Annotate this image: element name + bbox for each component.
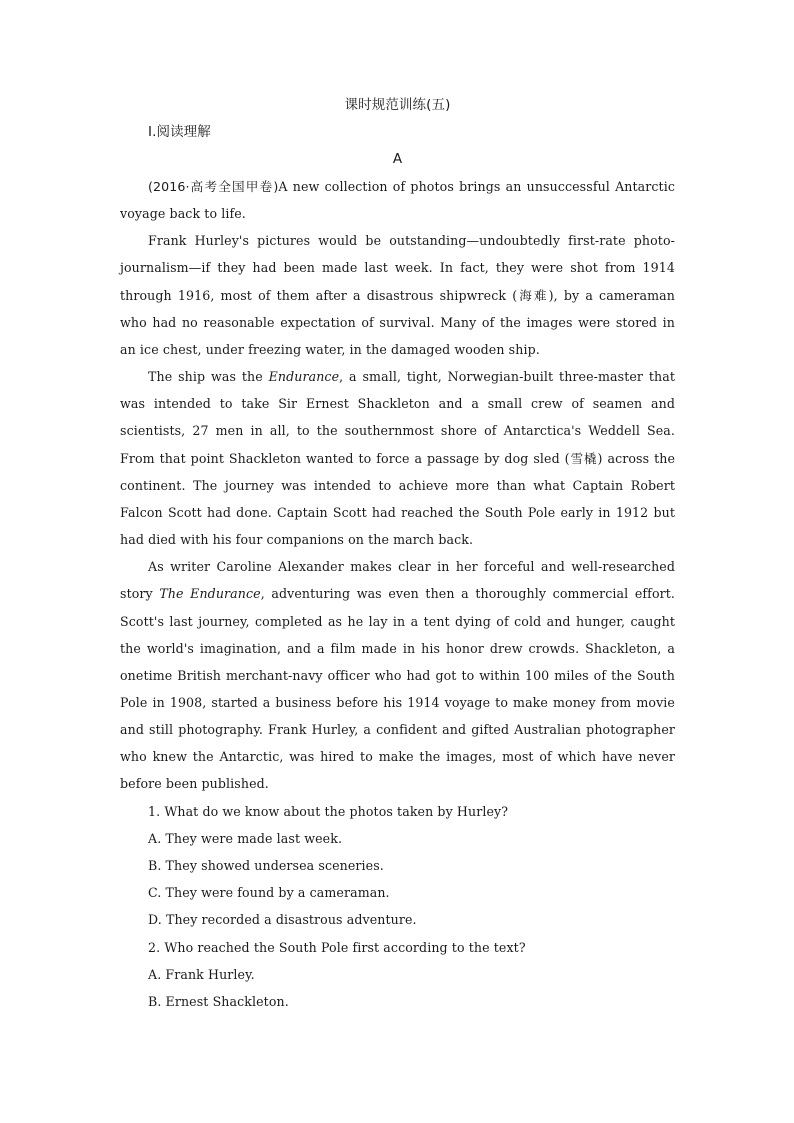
answer-option: B. Ernest Shackleton. xyxy=(148,993,289,1009)
book-title: The Endurance xyxy=(159,586,261,602)
worksheet-page xyxy=(120,92,675,1015)
paragraph-3-text-a: The ship was the xyxy=(148,369,269,385)
paragraph-2: Frank Hurley's pictures would be outstanding—undoubtedly first-rate photo-journalism—if they had been made last week. In fact, they were shot from 1914 through 1916, most of them after a disastrous shipwreck (海难), by a cameraman who had no reasonable expectation of survival. Many of the images were stored in an ice chest, under freezing water, in the damaged wooden ship. xyxy=(120,233,675,357)
paragraph-4-text-b: , adventuring was even then a thoroughly commercial effort. Scott's last journey, completed as he lay in a tent dying of cold and hunger, caught the world's imagination, and a film made in his honor drew crowds. Shackleton, a onetime British merchant-navy officer who had got to within 100 miles of the South Pole in 1908, started a business before his 1914 voyage to make money from movie and still photography. Frank Hurley, a confident and gifted Australian photographer who knew the Antarctic, was hired to make the images, most of which have never before been published. xyxy=(120,586,676,792)
question-block-1 xyxy=(120,798,675,934)
paragraph-4 xyxy=(120,553,675,797)
source-citation: (2016·高考全国甲卷) xyxy=(148,179,279,194)
answer-option: C. They were found by a cameraman. xyxy=(148,885,390,901)
paragraph-3 xyxy=(120,363,675,553)
question-stem: 1. What do we know about the photos taken by Hurley? xyxy=(148,803,509,819)
paragraph-4-text-a: As writer Caroline Alexander makes clear in her forceful and well-researched story xyxy=(120,559,675,602)
answer-option: D. They recorded a disastrous adventure. xyxy=(148,912,417,928)
page-title: 课时规范训练(五) xyxy=(344,97,451,113)
question-stem: 2. Who reached the South Pole first according to the text? xyxy=(148,939,526,955)
section-heading: Ⅰ.阅读理解 xyxy=(148,124,211,140)
answer-option: A. They were made last week. xyxy=(148,830,343,846)
ship-name: Endurance xyxy=(268,369,340,385)
answer-option: B. They showed undersea sceneries. xyxy=(148,857,384,873)
paragraph-3-text-b: , a small, tight, Norwegian-built three-master that was intended to take Sir Ernest Shackleton and a small crew of seamen and scientists, 27 men in all, to the southernmost shore of Antarctica's Weddell Sea. From that point Shackleton wanted to force a passage by dog sled (雪橇) across the continent. The journey was intended to achieve more than what Captain Robert Falcon Scott had done. Captain Scott had reached the South Pole early in 1912 but had died with his four companions on the march back. xyxy=(120,369,676,548)
paragraph-1-text: A new collection of photos brings an unsuccessful Antarctic voyage back to life. xyxy=(120,179,675,222)
question-block-2 xyxy=(120,934,675,1016)
paragraph-1 xyxy=(120,173,675,227)
answer-option: A. Frank Hurley. xyxy=(148,966,255,982)
passage-label: A xyxy=(392,151,403,167)
